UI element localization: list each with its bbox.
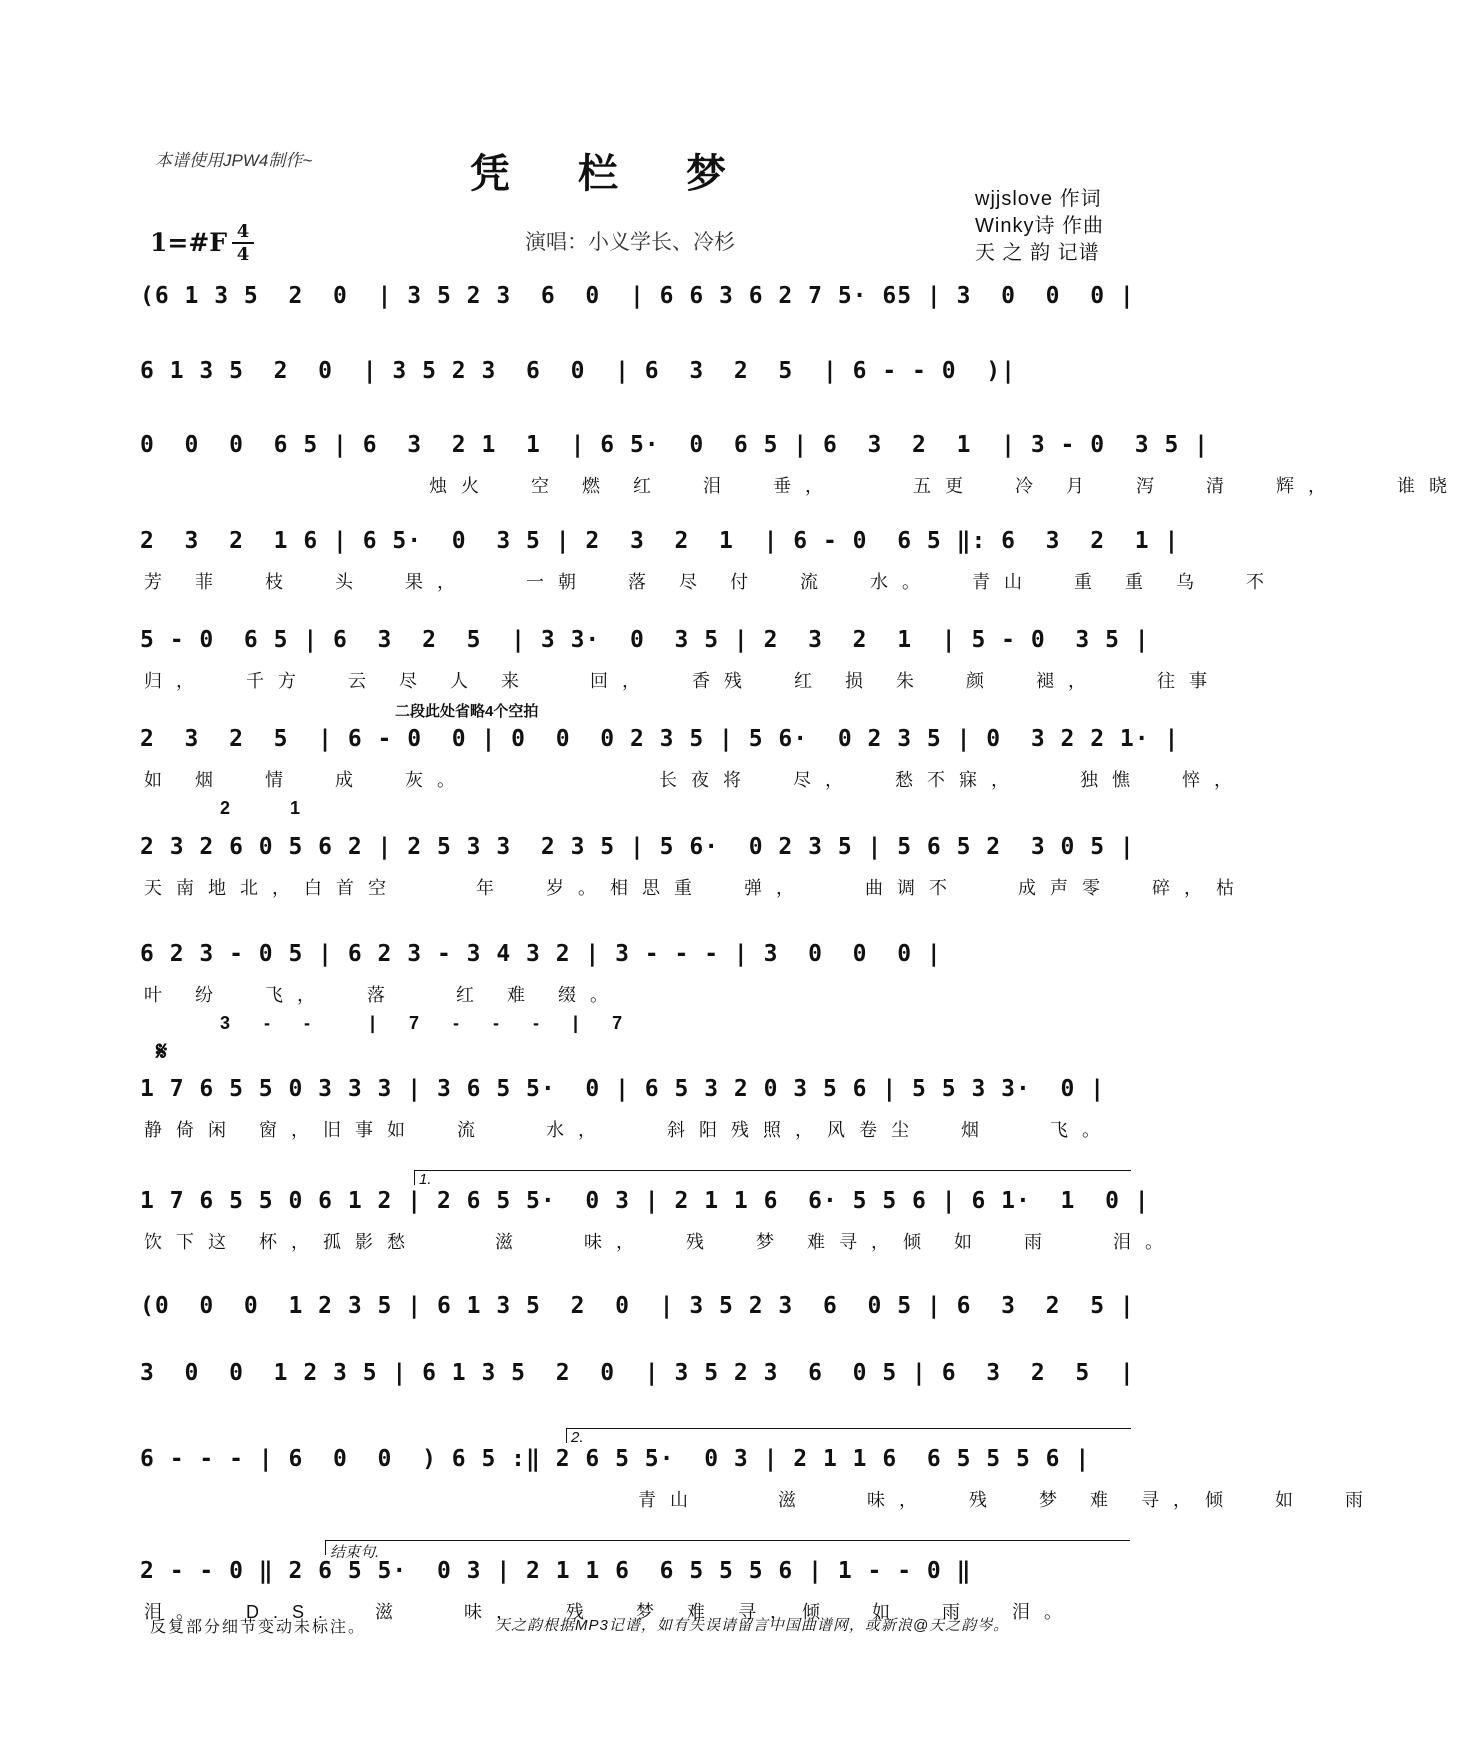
credits (975, 186, 1104, 267)
lyric-line: 芳 菲 枝 头 果， 一朝 落 尽 付 流 水。 青山 重 重 乌 不 (144, 572, 1279, 592)
notes-line: 2 - - 0 ‖ 2 6 5 5· 0 3 | 2 1 1 6 6 5 5 5 6 | 1 - - 0 ‖ (140, 1558, 972, 1584)
singers: 演唱：小义学长、冷杉 (525, 231, 735, 254)
notes-line: (0 0 0 1 2 3 5 | 6 1 3 5 2 0 | 3 5 2 3 6 0 5 | 6 3 2 5 | (140, 1293, 1135, 1319)
volta-1: 1. (414, 1170, 1131, 1185)
notes-line: 2 3 2 1 6 | 6 5· 0 3 5 | 2 3 2 1 | 6 - 0 6 5 ‖: 6 3 2 1 | (140, 528, 1180, 554)
system-7 (140, 834, 1249, 900)
song-title: 凭栏梦 (470, 150, 794, 197)
footer-note-left: 反复部分细节变动未标注。 (150, 1619, 367, 1636)
segno-sign: 𝄋 (156, 1036, 168, 1066)
notes-line: (6 1 3 5 2 0 | 3 5 2 3 6 0 | 6 6 3 6 2 7 5· 65 | 3 0 0 0 | (140, 283, 1135, 309)
lyric-line: 烛火 空 燃 红 泪 垂， 五更 冷 月 泻 清 辉， 谁晓 (144, 476, 1461, 496)
volta-ending: 结束句. (325, 1540, 1130, 1555)
footer-note-right: 天之韵根据MP3记谱，如有失误请留言中国曲谱网，或新浪@天之韵岑。 (495, 1617, 1010, 1634)
notes-line: 0 0 0 6 5 | 6 3 2 1 1 | 6 5· 0 6 5 | 6 3 2 1 | 3 - 0 3 5 | (140, 432, 1209, 458)
lyric-alt-line: 3 - - | 7 - - - | 7 (220, 1013, 631, 1033)
volta-2: 2. (566, 1428, 1131, 1443)
system-5 (140, 627, 1222, 693)
system-11 (140, 1293, 1140, 1319)
lyric-line: 饮下这 杯，孤影愁 滋 味， 残 梦 难寻，倾 如 雨 泪。 (144, 1232, 1178, 1252)
system-10 (140, 1188, 1178, 1254)
annotation-skip: 二段此处省略4个空拍 (395, 703, 539, 720)
credit-transcriber: 天 之 韵 记谱 (975, 242, 1100, 264)
system-13 (140, 1446, 1378, 1512)
system-9 (140, 1076, 1140, 1142)
notes-line: 6 - - - | 6 0 0 ) 6 5 :‖ 2 6 5 5· 0 3 | 2 1 1 6 6 5 5 5 6 | (140, 1446, 1091, 1472)
notes-line: 5 - 0 6 5 | 6 3 2 5 | 3 3· 0 3 5 | 2 3 2 1 | 5 - 0 3 5 | (140, 627, 1150, 653)
system-6 (140, 726, 1247, 819)
notes-line: 6 2 3 - 0 5 | 6 2 3 - 3 4 3 2 | 3 - - - | 3 0 0 0 | (140, 941, 942, 967)
notes-line: 1 7 6 5 5 0 6 1 2 | 2 6 5 5· 0 3 | 2 1 1 6 6· 5 5 6 | 6 1· 1 0 | (140, 1188, 1150, 1214)
lyric-alt-line: 2 1 (220, 798, 309, 818)
system-8 (140, 941, 1140, 1034)
time-signature (232, 222, 254, 264)
notes-line: 1 7 6 5 5 0 3 3 3 | 3 6 5 5· 0 | 6 5 3 2 0 3 5 6 | 5 5 3 3· 0 | (140, 1076, 1106, 1102)
key-signature: 1=#F (150, 228, 228, 257)
lyric-line: 归， 千方 云 尽 人 来 回， 香残 红 损 朱 颜 褪， 往事 (144, 671, 1222, 691)
lyric-line: 青山 滋 味， 残 梦 难 寻，倾 如 雨 (144, 1490, 1378, 1510)
credit-music: Winky诗 作曲 (975, 215, 1104, 237)
notes-line: 3 0 0 1 2 3 5 | 6 1 3 5 2 0 | 3 5 2 3 6 0 5 | 6 3 2 5 | (140, 1360, 1135, 1386)
lyric-line: 泪。 D.S. 滋 味， 残 梦 难 寻，倾 如 雨 泪。 (144, 1602, 1077, 1622)
lyric-line: 天南地北，白首空 年 岁。相思重 弹， 曲调不 成声零 碎，枯 (144, 878, 1249, 898)
credit-lyrics: wjjslove 作词 (975, 188, 1102, 210)
time-signature-bottom: 4 (236, 244, 250, 265)
time-signature-top: 4 (236, 221, 250, 242)
lyric-line: 如 烟 情 成 灰。 长夜将 尽， 愁不寐， 独憔 悴， (144, 770, 1247, 790)
notes-line: 6 1 3 5 2 0 | 3 5 2 3 6 0 | 6 3 2 5 | 6 - - 0 )| (140, 358, 1016, 384)
system-12 (140, 1360, 1140, 1386)
system-2 (140, 358, 1140, 384)
lyric-line: 叶 纷 飞， 落 红 难 缀。 (144, 985, 623, 1005)
lyric-line: 静倚闲 窗，旧事如 流 水， 斜阳残照，风卷尘 烟 飞。 (144, 1120, 1115, 1140)
system-1 (140, 283, 1140, 309)
notes-line: 2 3 2 5 | 6 - 0 0 | 0 0 0 2 3 5 | 5 6· 0 2 3 5 | 0 3 2 2 1· | (140, 726, 1180, 752)
system-3 (140, 432, 1461, 498)
system-4 (140, 528, 1279, 594)
notes-line: 2 3 2 6 0 5 6 2 | 2 5 3 3 2 3 5 | 5 6· 0 2 3 5 | 5 6 5 2 3 0 5 | (140, 834, 1135, 860)
software-note: 本谱使用JPW4制作~ (155, 151, 313, 170)
